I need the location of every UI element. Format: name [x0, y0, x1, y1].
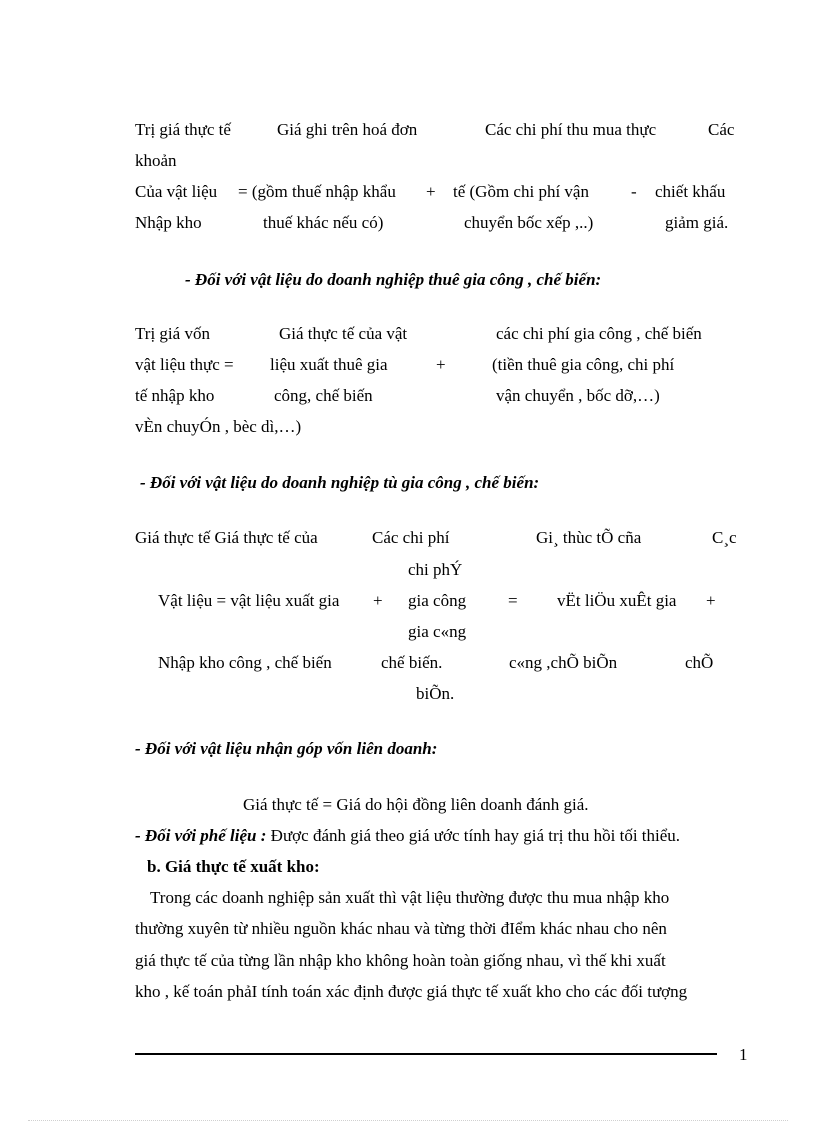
formula1-text: Giá ghi trên hoá đơn: [277, 120, 418, 139]
paragraph-line: Trong các doanh nghiệp sản xuất thì vật liệu thường được thu mua nhập kho: [150, 888, 670, 907]
formula3-text: vËt liÖu xuÊt gia: [557, 591, 677, 610]
formula2-text: Trị giá vốn: [135, 324, 210, 343]
formula1-text: Trị giá thực tế: [135, 120, 231, 139]
page-bottom-dotted-line: [28, 1120, 788, 1121]
formula2-text: công, chế biến: [274, 386, 373, 405]
scrap-line: [135, 826, 680, 846]
scrap-text: Được đánh giá theo giá ước tính hay giá trị thu hồi tối thiểu.: [266, 826, 681, 845]
formula1-text: Nhập kho: [135, 213, 202, 232]
paragraph-line: thường xuyên từ nhiều nguồn khác nhau và từng thời đIểm khác nhau cho nên: [135, 919, 667, 938]
formula2-text: (tiền thuê gia công, chi phí: [492, 355, 675, 374]
formula3-text: C¸c: [712, 528, 737, 547]
formula3-text: chi phÝ: [408, 560, 463, 579]
paragraph-line: giá thực tế của từng lần nhập kho không hoàn toàn giống nhau, vì thế khi xuất: [135, 951, 666, 970]
formula1-text: thuế khác nếu có): [263, 213, 384, 232]
formula4-text: Giá thực tế = Giá do hội đồng liên doanh đánh giá.: [243, 795, 589, 814]
formula1-text: khoản: [135, 151, 177, 170]
formula1-text: Các chi phí thu mua thực: [485, 120, 657, 139]
formula3-text: Gi¸ thùc tÕ cña: [536, 528, 642, 547]
formula2-text: các chi phí gia công , chế biến: [496, 324, 702, 343]
formula2-text: liệu xuất thuê gia: [270, 355, 388, 374]
section-heading: - Đối với vật liệu do doanh nghiệp tù gia công , chế biến:: [140, 473, 540, 492]
formula1-text: = (gồm thuế nhập khẩu: [238, 182, 396, 201]
formula3-text: Giá thực tế Giá thực tế của: [135, 528, 318, 547]
formula3-text: gia c«ng: [408, 622, 467, 641]
formula3-text: c«ng ,chÕ biÕn: [509, 653, 618, 672]
formula3-text: +: [706, 591, 716, 610]
formula2-text: vật liệu thực =: [135, 355, 234, 374]
formula3-text: gia công: [408, 591, 467, 610]
formula1-text: chiết khấu: [655, 182, 726, 201]
formula3-text: Nhập kho công , chế biến: [158, 653, 332, 672]
section-heading: - Đối với vật liệu do doanh nghiệp thuê gia công , chế biến:: [185, 270, 602, 289]
formula3-text: =: [508, 591, 518, 610]
formula3-text: Các chi phí: [372, 528, 450, 547]
formula1-text: Các: [708, 120, 735, 139]
formula2-text: tế nhập kho: [135, 386, 215, 405]
formula2-text: +: [436, 355, 446, 374]
section-heading: - Đối với vật liệu nhận góp vốn liên doanh:: [135, 739, 438, 758]
formula1-text: -: [631, 182, 637, 201]
formula1-text: chuyển bốc xếp ,..): [464, 213, 594, 232]
formula1-text: Của vật liệu: [135, 182, 218, 201]
section-b-heading: b. Giá thực tế xuất kho:: [147, 857, 320, 876]
paragraph-line: kho , kế toán phảI tính toán xác định được giá thực tế xuất kho cho các đối tượng: [135, 982, 688, 1001]
formula3-text: +: [373, 591, 383, 610]
formula1-text: tế (Gồm chi phí vận: [453, 182, 589, 201]
formula1-text: +: [426, 182, 436, 201]
formula3-text: Vật liệu = vật liệu xuất gia: [158, 591, 340, 610]
formula3-text: biÕn.: [416, 684, 455, 703]
formula3-text: chÕ: [685, 653, 714, 672]
formula2-text: vận chuyển , bốc dỡ,…): [496, 386, 660, 405]
formula2-text: vÈn chuyÓn , bèc dì,…): [135, 417, 302, 436]
formula2-text: Giá thực tế của vật: [279, 324, 408, 343]
scrap-label: - Đối với phế liệu :: [135, 826, 267, 845]
formula3-text: chế biến.: [381, 653, 443, 672]
formula1-text: giảm giá.: [665, 213, 729, 232]
footer-rule: [135, 1053, 717, 1055]
page-number: 1: [739, 1045, 748, 1064]
